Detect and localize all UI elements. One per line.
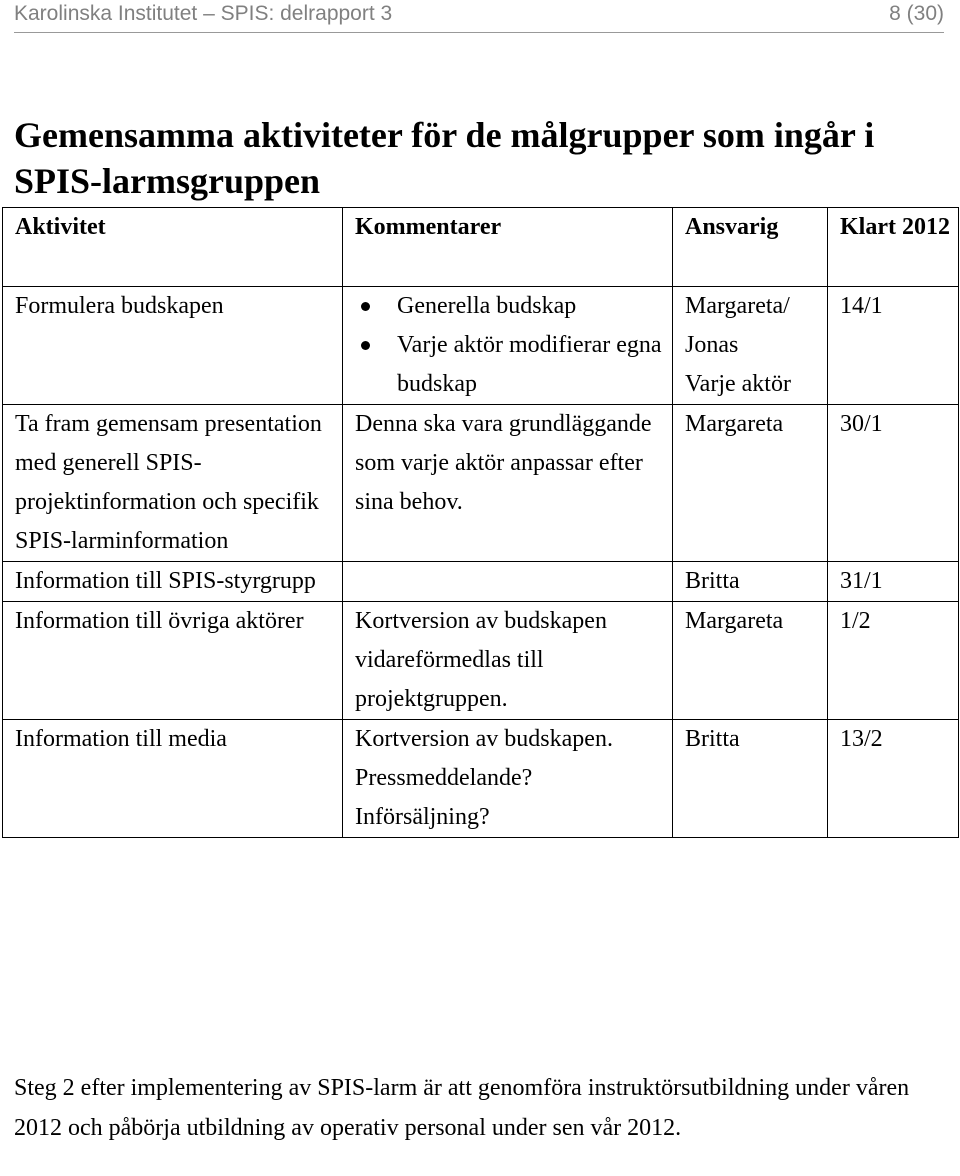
activity-cell: Information till media [3, 720, 343, 838]
comment-bullet-item: Varje aktör modifierar egna budskap [355, 326, 664, 404]
page-header [14, 2, 944, 33]
table-row [3, 562, 959, 602]
body-paragraph: Steg 2 efter implementering av SPIS-larm är att genomföra instruktörsutbildning under våren 2012 och påbörja utbildning av operativ personal under sen vår 2012. [14, 1075, 910, 1141]
comment-bullet-list [355, 287, 664, 404]
activity-cell: Information till SPIS-styrgrupp [3, 562, 343, 602]
activity-cell: Information till övriga aktörer [3, 602, 343, 720]
activity-cell: Ta fram gemensam presentation med generell SPIS-projektinformation och specifik SPIS-larminformation [3, 405, 343, 562]
activity-table [2, 207, 959, 838]
comment-bullet-item: Generella budskap [355, 287, 664, 326]
responsible-cell: Britta [673, 720, 828, 838]
header-page-number: 8 (30) [889, 2, 944, 25]
table-header-row [3, 208, 959, 287]
responsible-cell: Margareta [673, 405, 828, 562]
comment-cell: Denna ska vara grundläggande som varje aktör anpassar efter sina behov. [343, 405, 673, 562]
column-header-comments: Kommentarer [343, 208, 673, 287]
comment-cell: Kortversion av budskapen vidareförmedlas till projektgruppen. [343, 602, 673, 720]
activity-cell: Formulera budskapen [3, 287, 343, 405]
column-header-done: Klart 2012 [828, 208, 959, 287]
done-cell: 13/2 [828, 720, 959, 838]
done-cell: 14/1 [828, 287, 959, 405]
responsible-line: Varje aktör [685, 371, 791, 397]
table-row [3, 602, 959, 720]
table-row [3, 287, 959, 405]
responsible-cell: Margareta [673, 602, 828, 720]
comment-cell [343, 287, 673, 405]
comment-cell: Kortversion av budskapen. Pressmeddelande? Införsäljning? [343, 720, 673, 838]
done-cell: 1/2 [828, 602, 959, 720]
done-cell: 31/1 [828, 562, 959, 602]
done-cell: 30/1 [828, 405, 959, 562]
comment-cell [343, 562, 673, 602]
header-doc-title: Karolinska Institutet – SPIS: delrapport 3 [14, 2, 393, 25]
column-header-activity: Aktivitet [3, 208, 343, 287]
section-title: Gemensamma aktiviteter för de målgrupper som ingår i SPIS-larmsgruppen [14, 115, 875, 201]
column-header-responsible: Ansvarig [673, 208, 828, 287]
responsible-cell [673, 287, 828, 405]
responsible-cell: Britta [673, 562, 828, 602]
table-row [3, 720, 959, 838]
responsible-line: Margareta/ Jonas [685, 293, 790, 358]
table-row [3, 405, 959, 562]
